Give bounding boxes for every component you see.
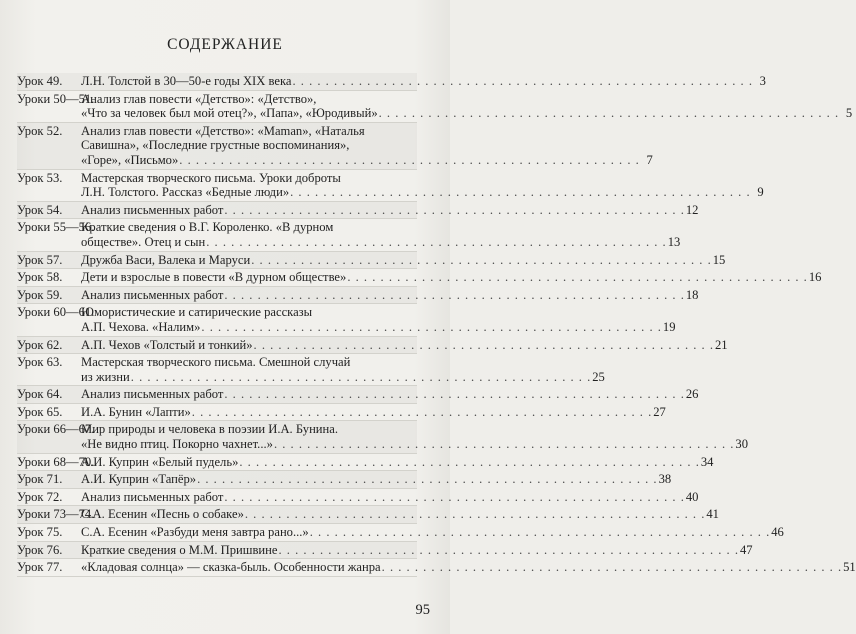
entry-text [81,405,666,420]
entry-page-number: 25 [592,369,605,384]
lesson-number: Урок 54. [17,202,63,217]
entry-page-number: 18 [685,287,699,302]
dot-leader [179,153,639,168]
entry-page-number: 34 [700,454,714,469]
entry-title-line: Краткие сведения о В.Г. Короленко. «В дурном [81,220,334,235]
toc-entry [17,91,853,123]
entry-title-text: «Не видно птиц. Покорно чахнет...» [81,437,273,452]
entry-title-line [81,490,698,505]
entry-text [81,507,719,522]
toc-entry [17,542,753,560]
entry-title-text: обществе». Отец и сын [81,234,206,249]
dot-leader [201,320,661,335]
page-number: 95 [415,602,430,618]
dot-leader [131,370,591,385]
dot-leader [382,560,842,575]
toc-entry [17,252,726,270]
entry-text [81,387,698,402]
entry-title-line [81,560,856,575]
entry-text [81,203,698,218]
entry-title-line: Анализ глав повести «Детство»: «Детство», [81,91,317,106]
lesson-number: Уроки 73—74. [17,507,95,522]
entry-page-number: 27 [653,404,666,419]
entry-text [81,543,753,558]
entry-title-line [81,387,698,402]
entry-title-text: Анализ письменных работ [81,387,224,402]
entry-page-number: 46 [771,525,784,540]
lesson-number: Урок 71. [17,472,63,487]
entry-text [81,338,728,353]
entry-title-line: Анализ глав повести «Детство»: «Maman», «Наталья [81,123,365,138]
entry-text [81,455,713,470]
entry-title-text: из жизни [81,369,130,384]
entry-title-line [81,437,748,452]
toc-entry [17,170,764,202]
dot-leader [206,235,666,250]
entry-title-text: «Горе», «Письмо» [81,152,179,167]
lesson-number: Уроки 55—56. [17,220,95,235]
entry-text [81,525,784,540]
dot-leader [224,203,684,218]
entry-title-text: Краткие сведения о М.М. Пришвине [81,542,278,557]
dot-leader [251,253,711,268]
entry-text [81,171,764,200]
toc-entry [17,386,699,404]
lesson-number: Уроки 68—70. [17,454,95,469]
entry-page-number: 12 [685,202,699,217]
lesson-number: Урок 63. [17,355,63,370]
entry-text [81,560,856,575]
toc-entry [17,354,605,386]
lesson-number: Урок 72. [17,489,63,504]
entry-title-text: Л.Н. Толстого. Рассказ «Бедные люди» [81,185,290,200]
entry-text [81,220,680,249]
entry-page-number: 40 [685,489,699,504]
dot-leader [279,543,739,558]
entry-title-line [81,270,821,285]
dot-leader [274,437,734,452]
dot-leader [245,507,705,522]
entry-title-text: Л.Н. Толстой в 30—50-е годы XIX века [81,74,292,88]
toc-entry [17,73,766,91]
entry-text [81,74,766,89]
entry-title-line [81,472,671,487]
entry-title-line [81,455,713,470]
entry-page-number: 21 [715,337,728,352]
entry-title-line [81,405,666,420]
entry-title-text: «Кладовая солнца» — сказка-быль. Особенности жанра [81,560,381,575]
entry-title-line [81,185,764,200]
toc-entry [17,421,749,453]
entry-title-line [81,235,680,250]
entry-title-line: Савишна», «Последние грустные воспоминания», [81,138,350,153]
entry-page-number: 38 [658,472,672,487]
entry-title-text: А.П. Чехова. «Налим» [81,319,201,334]
lesson-number: Уроки 50—51. [17,91,95,106]
table-of-contents [17,73,856,577]
entry-text [81,253,725,268]
toc-entry [17,337,728,355]
toc-entry [17,454,714,472]
entry-page-number: 26 [685,387,699,402]
entry-text [81,472,671,487]
entry-title-text: И.А. Бунин «Лапти» [81,404,191,419]
dot-leader [254,338,714,353]
entry-page-number: 41 [706,507,719,522]
dot-leader [379,106,839,121]
entry-text [81,422,748,451]
entry-title-text: Анализ письменных работ [81,287,224,302]
dot-leader [197,472,657,487]
entry-page-number: 16 [808,270,822,285]
entry-title-line [81,74,766,89]
lesson-number: Урок 75. [17,525,63,540]
entry-title-text: А.П. Чехов «Толстый и тонкий» [81,337,253,352]
dot-leader [224,387,684,402]
toc-entry [17,123,653,170]
entry-page-number: 5 [845,106,853,121]
entry-text [81,124,653,168]
entry-title-line: Мастерская творческого письма. Смешной случай [81,355,351,370]
entry-title-line [81,543,753,558]
entry-page-number: 30 [735,437,749,452]
entry-title-line: Мир природы и человека в поэзии И.А. Бунина. [81,422,339,437]
entry-text [81,92,852,121]
dot-leader [224,288,684,303]
entry-page-number: 19 [662,319,676,334]
entry-title-line [81,153,653,168]
entry-page-number: 13 [667,234,681,249]
toc-entry [17,287,699,305]
toc-entry [17,524,784,542]
toc-entry [17,202,699,220]
entry-title-text: «Что за человек был мой отец?», «Папа», «Юродивый» [81,106,378,121]
entry-title-text: С.А. Есенин «Песнь о собаке» [81,507,244,522]
toc-entry [17,304,676,336]
entry-title-line [81,106,852,121]
lesson-number: Уроки 66—67. [17,422,95,437]
entry-title-line [81,320,676,335]
entry-page-number: 7 [646,152,653,167]
lesson-number: Урок 52. [17,123,63,138]
entry-title-text: Анализ письменных работ [81,489,224,504]
entry-text [81,288,698,303]
dot-leader [239,455,699,470]
lesson-number: Урок 57. [17,252,63,267]
entry-title-line: Юмористические и сатирические рассказы [81,305,313,320]
entry-page-number: 15 [712,252,726,267]
entry-page-number: 3 [759,74,766,88]
dot-leader [310,525,770,540]
toc-entry [17,404,666,422]
lesson-number: Урок 58. [17,270,63,285]
entry-page-number: 9 [757,185,764,200]
entry-title-line [81,525,784,540]
toc-entry [17,269,822,287]
entry-text [81,270,821,285]
entry-title-line [81,338,728,353]
dot-leader [192,405,652,420]
entry-title-line [81,370,605,385]
entry-title-line [81,288,698,303]
dot-leader [347,270,807,285]
page-title: СОДЕРЖАНИЕ [167,36,283,53]
entry-title-line [81,203,698,218]
dot-leader [290,185,750,200]
entry-title-text: А.И. Куприн «Белый пудель» [81,454,239,469]
entry-title-line [81,507,719,522]
entry-title-text: Дети и взрослые в повести «В дурном обществе» [81,270,347,285]
lesson-number: Урок 77. [17,560,63,575]
entry-page-number: 47 [739,542,753,557]
entry-title-text: С.А. Есенин «Разбуди меня завтра рано...» [81,525,309,540]
entry-text [81,355,605,384]
entry-title-line [81,253,725,268]
toc-entry [17,506,719,524]
lesson-number: Урок 64. [17,387,63,402]
toc-entry [17,471,672,489]
toc-entry [17,219,681,251]
dot-leader [224,490,684,505]
lesson-number: Урок 65. [17,404,63,419]
lesson-number: Урок 76. [17,542,63,557]
entry-title-text: Анализ письменных работ [81,202,224,217]
lesson-number: Урок 49. [17,74,63,88]
entry-title-text: Дружба Васи, Валека и Маруси [81,252,251,267]
lesson-number: Урок 62. [17,337,63,352]
toc-entry [17,489,699,507]
entry-title-line: Мастерская творческого письма. Уроки доброты [81,170,341,185]
entry-page-number: 51 [843,560,856,575]
lesson-number: Урок 59. [17,287,63,302]
entry-title-text: А.И. Куприн «Тапёр» [81,472,197,487]
dot-leader [292,74,752,89]
lesson-number: Уроки 60—61. [17,305,95,320]
entry-text [81,305,676,334]
entry-text [81,490,698,505]
lesson-number: Урок 53. [17,170,63,185]
toc-entry [17,559,856,577]
